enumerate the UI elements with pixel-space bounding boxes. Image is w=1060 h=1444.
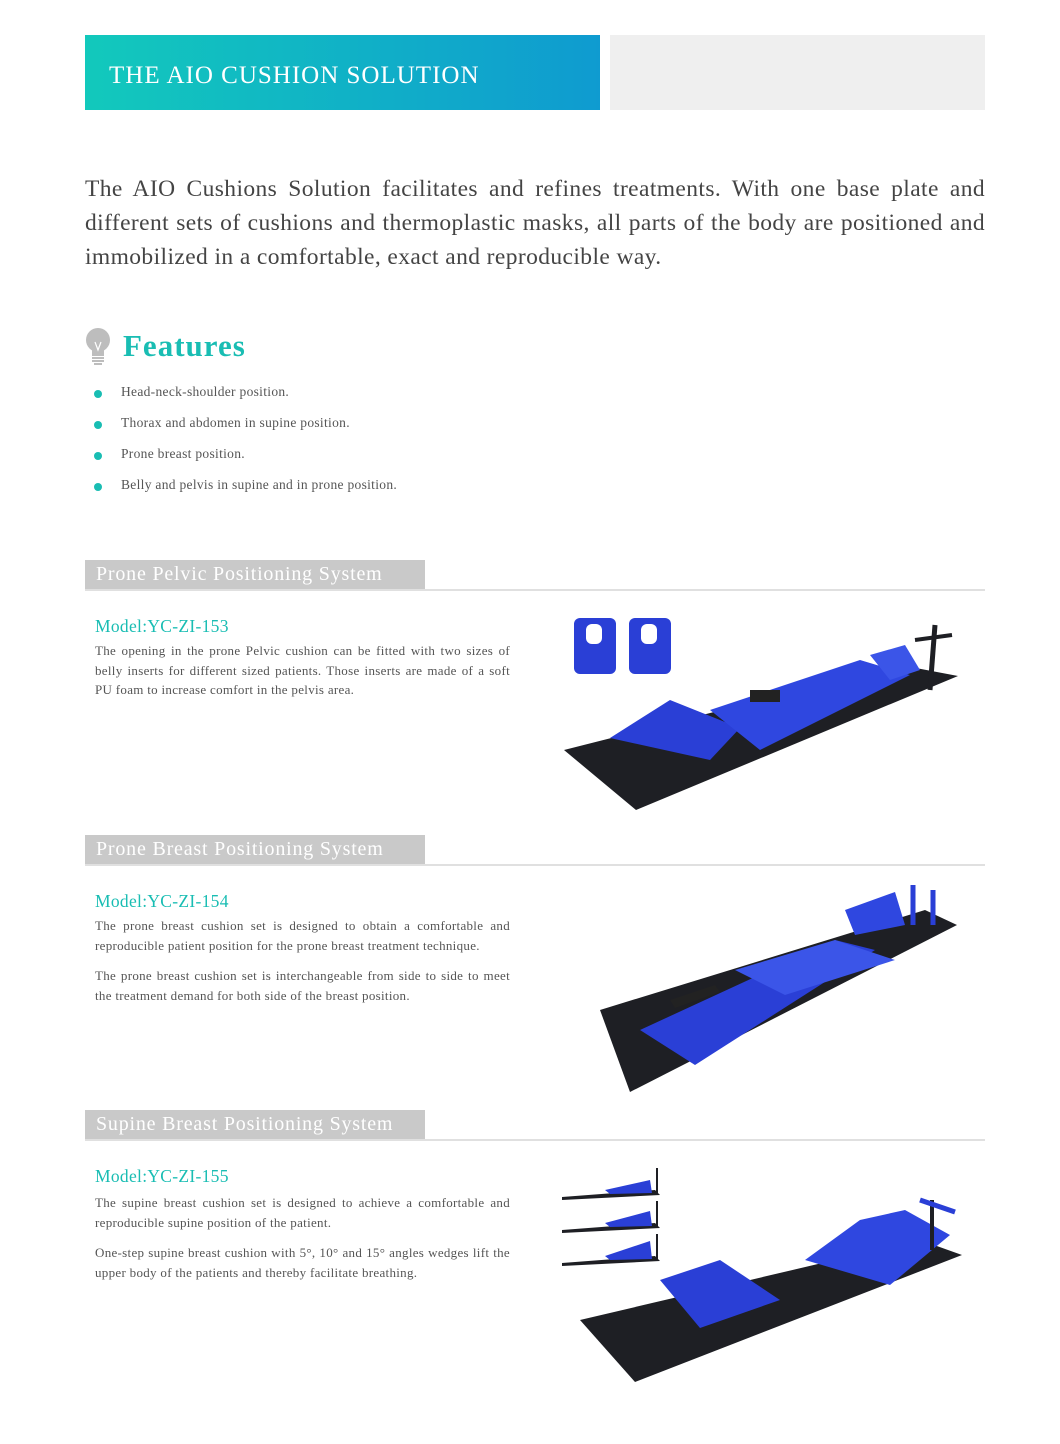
intro-text: The AIO Cushions Solution facilitates and refines treatments. With one base plate and different sets of cushions and thermoplastic masks, all parts of the body are positioned and immobilized in a comfortable, exact and reproducible way. (85, 176, 985, 270)
supine-breast-product-image (560, 1160, 970, 1385)
prone-pelvic-product-image (560, 610, 970, 815)
section-description (95, 916, 510, 1016)
bullet-icon (94, 421, 102, 429)
bullet-icon (94, 483, 102, 491)
description-paragraph: One-step supine breast cushion with 5°, 10° and 15° angles wedges lift the upper body of the patients and thereby facilitate breathing. (95, 1245, 510, 1280)
banner-title: THE AIO CUSHION SOLUTION (109, 62, 480, 89)
lightbulb-icon (85, 328, 111, 366)
model-number: Model:YC-ZI-153 (95, 616, 229, 636)
divider (85, 864, 985, 866)
title-banner (85, 35, 600, 110)
prone-breast-product-image (595, 880, 965, 1100)
feature-text: Thorax and abdomen in supine position. (121, 415, 350, 430)
banner-placeholder (610, 35, 985, 110)
feature-text: Belly and pelvis in supine and in prone position. (121, 477, 398, 492)
divider (85, 589, 985, 591)
description-paragraph: The prone breast cushion set is interchangeable from side to side to meet the treatment demand for both side of the breast position. (95, 968, 510, 1003)
description-paragraph: The opening in the prone Pelvic cushion can be fitted with two sizes of belly inserts for different sized patients. Those inserts are made of a soft PU foam to increase comfort in the pelvis area. (95, 643, 510, 697)
section-header: Prone Breast Positioning System (85, 835, 425, 865)
section-description (95, 641, 510, 711)
description-paragraph: The prone breast cushion set is designed to obtain a comfortable and reproducible patient position for the prone breast treatment technique. (95, 918, 510, 953)
section-description (95, 1193, 510, 1293)
model-number: Model:YC-ZI-155 (95, 1166, 229, 1186)
feature-text: Prone breast position. (121, 446, 245, 461)
features-title: Features (123, 328, 246, 363)
description-paragraph: The supine breast cushion set is designed to achieve a comfortable and reproducible supine position of the patient. (95, 1195, 510, 1230)
model-number: Model:YC-ZI-154 (95, 891, 229, 911)
bullet-icon (94, 452, 102, 460)
section-header: Supine Breast Positioning System (85, 1110, 425, 1140)
divider (85, 1139, 985, 1141)
section-header: Prone Pelvic Positioning System (85, 560, 425, 590)
feature-text: Head-neck-shoulder position. (121, 384, 290, 399)
bullet-icon (94, 390, 102, 398)
